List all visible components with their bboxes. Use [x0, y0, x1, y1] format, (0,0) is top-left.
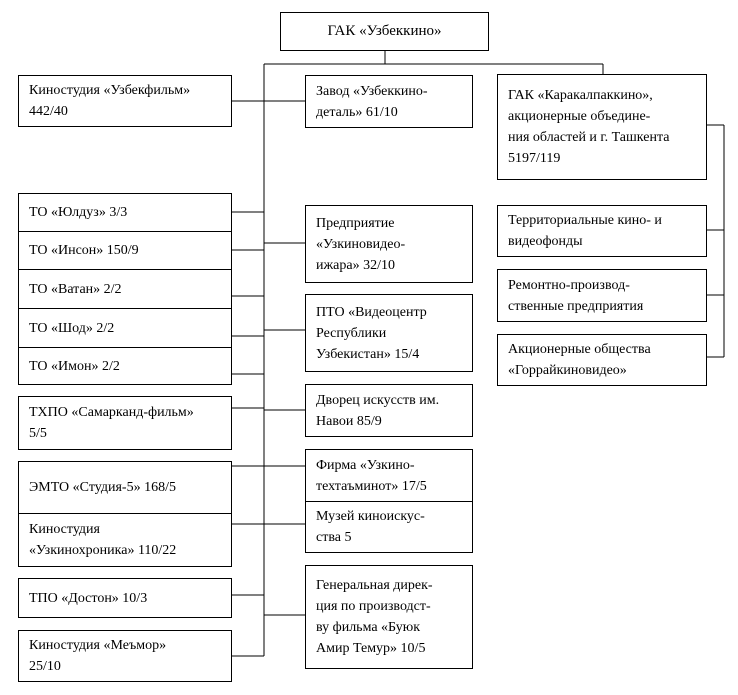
- node-label: Генеральная дирек- ция по производст- ву фильма «Буюк Амир Темур» 10/5: [316, 578, 433, 656]
- node-label: ЭМТО «Студия-5» 168/5: [29, 480, 176, 495]
- right-node-gorraykinovideo: [497, 334, 707, 386]
- node-label: ПТО «Видеоцентр Республики Узбекистан» 15/4: [316, 304, 427, 362]
- left-node-shod: [18, 308, 232, 348]
- node-label: Завод «Узбеккино- деталь» 61/10: [316, 83, 428, 120]
- node-label: ТО «Ватан» 2/2: [29, 281, 122, 297]
- left-node-vatan: [18, 269, 232, 309]
- left-node-doston: [18, 578, 232, 618]
- node-label: ТО «Шод» 2/2: [29, 320, 115, 336]
- node-label: Территориальные кино- и видеофонды: [508, 213, 662, 249]
- node-label: Предприятие «Узкиновидео- ижара» 32/10: [316, 215, 406, 273]
- node-label: Ремонтно-производ- ственные предприятия: [508, 277, 644, 314]
- left-node-memor: [18, 630, 232, 682]
- node-label: Музей киноискус- ства 5: [316, 509, 425, 545]
- middle-node-uzkinovideo-izhara: [305, 205, 473, 283]
- node-label: ТО «Юлдуз» 3/3: [29, 205, 128, 220]
- middle-node-buyuk-amir-temur: [305, 565, 473, 669]
- left-node-inson: [18, 231, 232, 270]
- node-label: ТПО «Достон» 10/3: [29, 590, 148, 606]
- node-label: Киностудия «Узкинохроника» 110/22: [29, 522, 177, 558]
- node-label: Акционерные общества «Горрайкиновидео»: [508, 342, 651, 378]
- node-label: Фирма «Узкино- техтаъминот» 17/5: [316, 457, 427, 494]
- middle-node-videocentr: [305, 294, 473, 372]
- left-node-uzkinokhronika: [18, 513, 232, 567]
- root-label: ГАК «Узбеккино»: [327, 23, 442, 39]
- node-label: Киностудия «Меъмор» 25/10: [29, 638, 167, 674]
- left-node-imon: [18, 347, 232, 385]
- node-label: ТО «Инсон» 150/9: [29, 243, 139, 258]
- node-label: ТО «Имон» 2/2: [29, 358, 120, 374]
- node-label: ТХПО «Самарканд-фильм» 5/5: [29, 405, 194, 441]
- left-node-studiya-5: [18, 461, 232, 514]
- left-node-samarkand-film: [18, 396, 232, 450]
- left-node-yulduz: [18, 193, 232, 232]
- node-label: ГАК «Каракалпаккино», акционерные объедине- ния областей и г. Ташкента 5197/119: [508, 88, 670, 166]
- middle-node-dvorec-iskusstv: [305, 384, 473, 437]
- right-node-remontnye-predpriyatiya: [497, 269, 707, 322]
- right-node-karakalpakkino: [497, 74, 707, 180]
- middle-node-uzbekkino-detal: [305, 75, 473, 128]
- node-label: Дворец искусств им. Навои 85/9: [316, 392, 440, 429]
- root-node: [280, 12, 489, 51]
- middle-node-uzkinotekhtaminot: [305, 449, 473, 502]
- middle-node-muzey-kinoiskusstva: [305, 501, 473, 553]
- node-label: Киностудия «Узбекфильм» 442/40: [29, 83, 191, 119]
- right-node-territorialnye-fondy: [497, 205, 707, 257]
- left-node-uzbekfilm: [18, 75, 232, 127]
